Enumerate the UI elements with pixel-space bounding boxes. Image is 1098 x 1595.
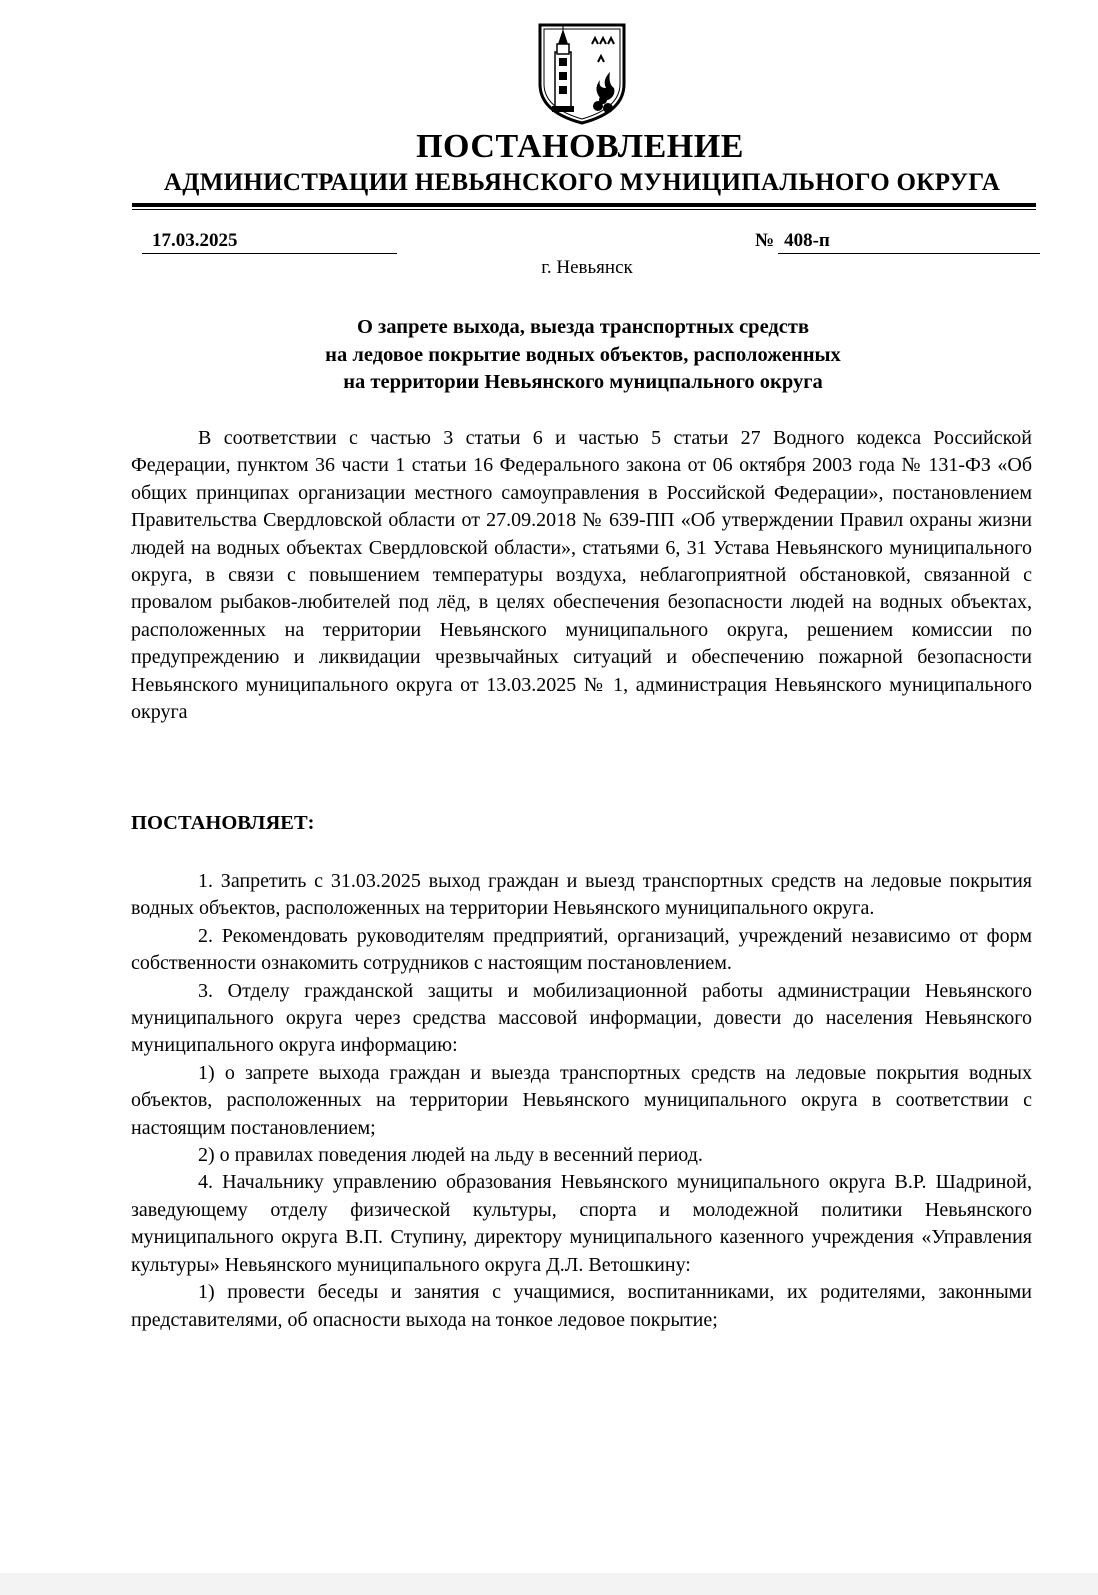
decree-item: 2. Рекомендовать руководителям предприятий, организаций, учреждений независимо от форм собственности ознакомить сотрудников с настоящим постановлением.	[131, 924, 1032, 975]
issuing-authority: АДМИНИСТРАЦИИ НЕВЬЯНСКОГО МУНИЦИПАЛЬНОГО ОКРУГА	[163, 169, 1001, 196]
page-bottom-edge	[0, 1573, 1098, 1595]
decree-subitem: 2) о правилах поведения людей на льду в весенний период.	[198, 1144, 703, 1167]
header-divider-thick	[132, 203, 1036, 207]
decree-item: 4. Начальнику управлению образования Невьянского муниципального округа В.Р. Шадриной, заведующему отделу физической культуры, спорта и молодежной политики Невьянского муниципального округа В.П. Ступину, директору муниципального казенного учреждения «Управления культуры» Невьянского муниципального округа Д.Л. Ветошкину:	[131, 1171, 1032, 1276]
number-sign: №	[755, 230, 775, 251]
decree-item: 1. Запретить с 31.03.2025 выход граждан и выезд транспортных средств на ледовые покрытия водных объектов, расположенных на территории Невьянского муниципального округа.	[131, 870, 1032, 920]
heading-line: на территории Невьянского муницпального округа	[343, 371, 823, 393]
decree-word: ПОСТАНОВЛЯЕТ:	[131, 812, 315, 834]
document-heading	[130, 314, 1036, 397]
document-number	[755, 230, 1040, 254]
decree-item: 3. Отделу гражданской защиты и мобилизационной работы администрации Невьянского муниципального округа через средства массовой информации, довести до населения Невьянского муниципального округа информацию:	[131, 979, 1032, 1057]
preamble	[131, 425, 1032, 726]
coat-of-arms-icon	[536, 22, 628, 126]
preamble-text: В соответствии с частью 3 статьи 6 и частью 5 статьи 27 Водного кодекса Российской Федерации, пунктом 36 части 1 статьи 16 Федерального закона от 06 октября 2003 года № 131-ФЗ «Об общих принципах организации местного самоуправления в Российской Федерации», постановлением Правительства Свердловской области от 27.09.2018 № 639-ПП «Об утверждении Правил охраны жизни людей на водных объектах Свердловской области», статьями 6, 31 Устава Невьянского муниципального округа, в связи с повышением температуры воздуха, неблагоприятной обстановкой, связанной с провалом рыбаков-любителей под лёд, в целях обеспечения безопасности людей на водных объектах, расположенных на территории Невьянского муниципального округа, решением комиссии по предупреждению и ликвидации чрезвычайных ситуаций и обеспечению пожарной безопасности Невьянского муниципального округа от 13.03.2025 № 1, администрация Невьянского муниципального округа	[131, 427, 1032, 724]
decree-subitem: 1) провести беседы и занятия с учащимися, воспитанниками, их родителями, законными представителями, об опасности выхода на тонкое ледовое покрытие;	[131, 1281, 1032, 1331]
document-title: ПОСТАНОВЛЕНИЕ	[416, 128, 744, 165]
document-city: г. Невьянск	[541, 257, 633, 278]
decree-subitem: 1) о запрете выхода граждан и выезда транспортных средств на ледовые покрытия водных объектов, расположенных на территории Невьянского муниципального округа в соответствии с настоящим постановлением;	[131, 1061, 1032, 1139]
decree-items	[131, 868, 1032, 1334]
header-divider-thin	[132, 209, 1036, 210]
number-value: 408-п	[778, 230, 1040, 254]
heading-line: на ледовое покрытие водных объектов, расположенных	[325, 343, 841, 366]
document-date: 17.03.2025	[142, 230, 397, 254]
heading-line: О запрете выхода, выезда транспортных средств	[356, 316, 810, 338]
